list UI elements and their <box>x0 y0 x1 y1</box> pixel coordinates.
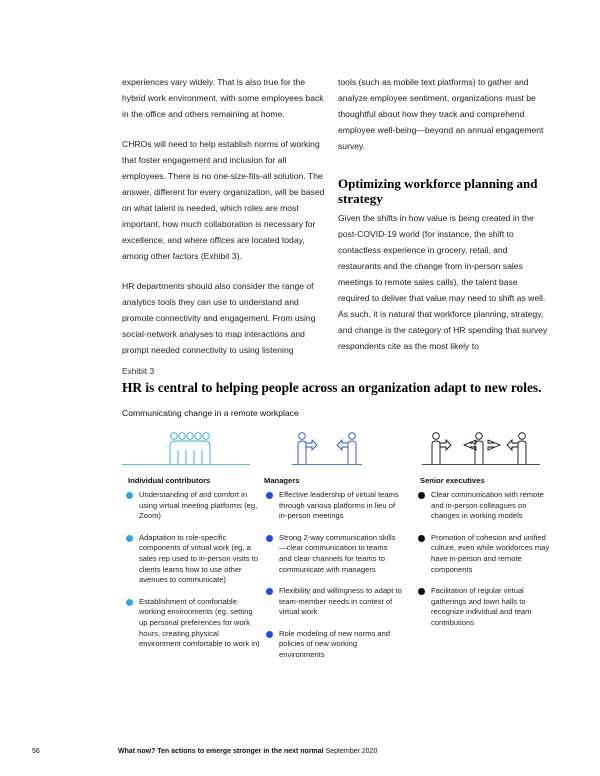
paragraph: HR departments should also consider the range of analytics tools they can use to understand and promote connectivity and engagement. From using social-network analyses to map interactions and prompt needed connectivity to using listening <box>122 281 316 355</box>
list-item-text: Strong 2-way communication skills—clear communication to teams and clear channels for teams to communicate with managers <box>279 532 396 574</box>
list-item <box>262 490 402 522</box>
publication-date: September 2020 <box>325 748 378 755</box>
bullet-dot-icon <box>418 535 425 542</box>
list-item <box>262 533 402 576</box>
publication-title: What now? Ten actions to emerge stronger in the next normal <box>118 748 324 755</box>
column-heading-senior-executives: Senior executives <box>420 476 485 485</box>
page-number: 56 <box>32 748 40 755</box>
bullet-dot-icon <box>266 535 273 542</box>
list-item-text: Role modeling of new norms and policies of new working environments <box>279 628 391 659</box>
senior-executives-list <box>414 490 554 639</box>
column-heading-individual-contributors: Individual contributors <box>128 476 211 485</box>
column-heading-managers: Managers <box>264 476 300 485</box>
bullet-dot-icon <box>418 588 425 595</box>
list-item-text: Establishment of comfortable working environments (eg, setting up personal preferences for work hours, creating physical environment comfortable to work in) <box>139 596 260 649</box>
list-item <box>414 586 554 629</box>
list-item <box>262 629 402 661</box>
bullet-dot-icon <box>418 492 425 499</box>
right-text-column <box>338 74 550 368</box>
exhibit-title: HR is central to helping people across an organization adapt to new roles. <box>122 380 542 395</box>
people-group-illustration <box>122 430 250 470</box>
section-heading: Optimizing workforce planning and strategy <box>338 176 538 206</box>
individual-contributors-list <box>122 490 262 661</box>
list-item-text: Flexibility and willingness to adapt to team-member needs in context of virtual work <box>279 585 402 617</box>
left-text-column <box>122 74 328 372</box>
list-item-text: Adaptation to role-specific components of virtual work (eg, a sales rep used to in-person visits to clients learns how to use other avenues to communicate) <box>139 532 259 585</box>
list-item <box>122 533 262 587</box>
list-item <box>262 586 402 618</box>
exhibit-label: Exhibit 3 <box>122 366 155 376</box>
managers-list <box>262 490 402 671</box>
bullet-dot-icon <box>266 492 273 499</box>
manager-communication-illustration <box>262 430 392 470</box>
list-item <box>414 533 554 576</box>
exhibit-subtitle: Communicating change in a remote workplace <box>122 408 299 418</box>
list-item-text: Facilitation of regular virtual gatherings and town halls to recognize individual and team contributions <box>431 585 532 628</box>
bullet-dot-icon <box>126 535 133 542</box>
page-footer <box>32 748 377 755</box>
list-item <box>122 490 262 522</box>
paragraph: experiences vary widely. That is also true for the hybrid work environment, with some employees back in the office and others remaining at home. <box>122 77 324 119</box>
list-item-text: Promotion of cohesion and unified culture, even while workforces may have in-person and remote components <box>431 532 550 574</box>
list-item <box>122 597 262 651</box>
list-item-text: Understanding of and comfort in using virtual meeting platforms (eg, Zoom) <box>139 490 258 521</box>
bullet-dot-icon <box>126 599 133 606</box>
list-item-text: Clear communication with remote and in-person colleagues on changes in working models <box>431 490 544 521</box>
executive-communication-illustration <box>414 430 544 470</box>
paragraph: tools (such as mobile text platforms) to gather and analyze employee sentiment, organizations must be thoughtful about how they track and comprehend employee well-being—beyond an annual engagement survey. <box>338 77 544 151</box>
bullet-dot-icon <box>126 492 133 499</box>
paragraph: CHROs will need to help establish norms of working that foster engagement and inclusion for all employees. There is no one-size-fits-all solution. The answer, different for every organization, will be based on what talent is needed, which roles are most important, how much collaboration is necessary for excellence, and where offices are located today, among other factors (Exhibit 3). <box>122 139 325 261</box>
list-item <box>414 490 554 522</box>
list-item-text: Effective leadership of virtual teams through various platforms in lieu of in-person meetings <box>279 490 399 521</box>
bullet-dot-icon <box>266 588 273 595</box>
bullet-dot-icon <box>266 631 273 638</box>
paragraph: Given the shifts in how value is being created in the post-COVID-19 world (for instance, the shift to contactless experience in grocery, retail, and restaurants and the change from in-person sales meetings to remote sales calls), the talent base required to deliver that value may need to shift as well. As such, it is natural that workforce planning, strategy, and change is the category of HR spending that survey respondents cite as the most likely to <box>338 213 548 351</box>
